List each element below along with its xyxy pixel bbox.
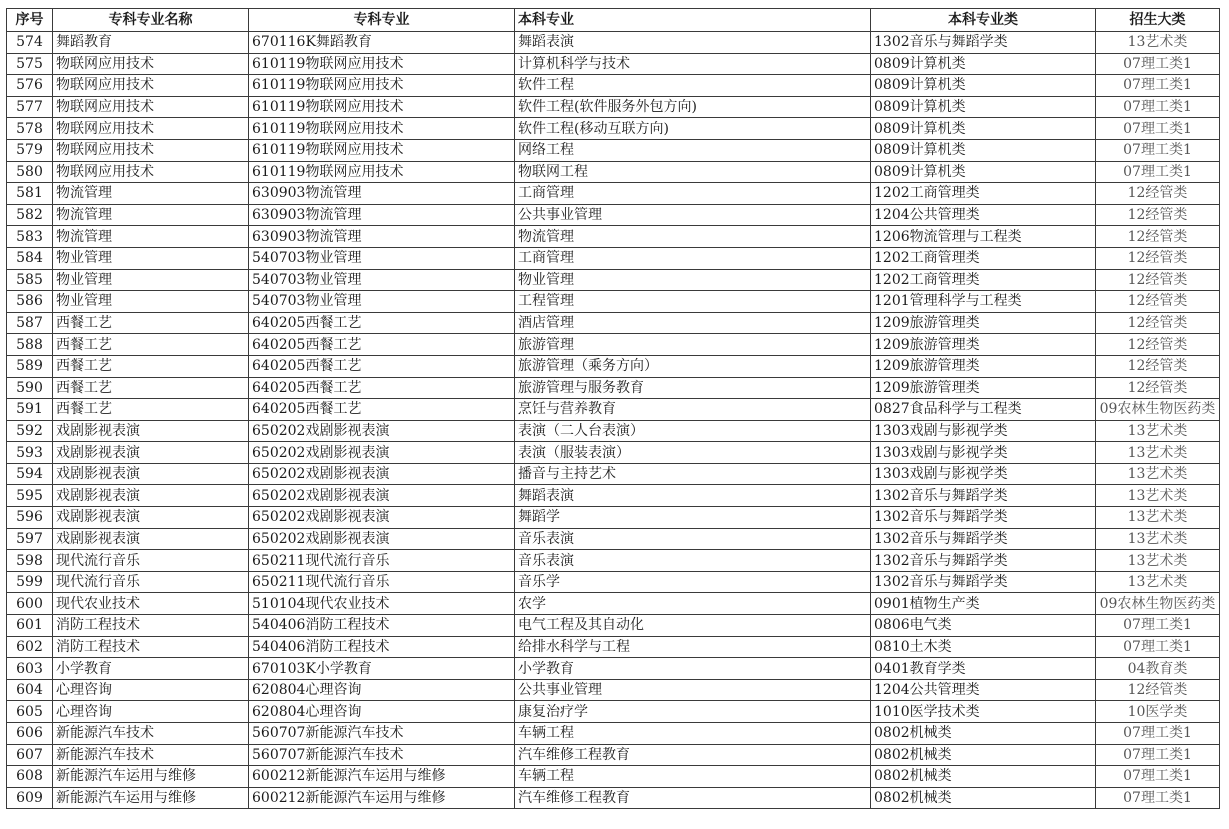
cell-junior-major-name: 戏剧影视表演 (53, 420, 249, 442)
cell-bachelor-major: 音乐表演 (515, 550, 871, 572)
header-junior-major: 专科专业 (249, 9, 515, 32)
cell-bachelor-category: 1302音乐与舞蹈学类 (871, 571, 1096, 593)
cell-bachelor-category: 0802机械类 (871, 766, 1096, 788)
cell-enrollment-category: 07理工类1 (1096, 53, 1220, 75)
cell-junior-major-name: 物业管理 (53, 291, 249, 313)
cell-row-index: 608 (7, 766, 53, 788)
cell-junior-major-code: 600212新能源汽车运用与维修 (249, 766, 515, 788)
cell-row-index: 577 (7, 96, 53, 118)
cell-row-index: 598 (7, 550, 53, 572)
cell-enrollment-category: 12经管类 (1096, 334, 1220, 356)
cell-junior-major-code: 670116K舞蹈教育 (249, 32, 515, 54)
cell-junior-major-code: 630903物流管理 (249, 226, 515, 248)
cell-bachelor-major: 农学 (515, 593, 871, 615)
cell-junior-major-code: 640205西餐工艺 (249, 312, 515, 334)
cell-bachelor-category: 1303戏剧与影视学类 (871, 442, 1096, 464)
cell-bachelor-major: 工程管理 (515, 291, 871, 313)
cell-bachelor-category: 1209旅游管理类 (871, 377, 1096, 399)
cell-enrollment-category: 13艺术类 (1096, 528, 1220, 550)
cell-bachelor-category: 1303戏剧与影视学类 (871, 463, 1096, 485)
cell-enrollment-category: 13艺术类 (1096, 32, 1220, 54)
cell-bachelor-category: 0809计算机类 (871, 118, 1096, 140)
cell-bachelor-major: 车辆工程 (515, 766, 871, 788)
cell-row-index: 599 (7, 571, 53, 593)
cell-enrollment-category: 12经管类 (1096, 269, 1220, 291)
table-row (7, 463, 1220, 485)
table-row (7, 679, 1220, 701)
cell-junior-major-name: 新能源汽车运用与维修 (53, 787, 249, 809)
table-row (7, 420, 1220, 442)
cell-row-index: 576 (7, 75, 53, 97)
cell-bachelor-major: 表演（二人台表演） (515, 420, 871, 442)
cell-junior-major-code: 610119物联网应用技术 (249, 139, 515, 161)
cell-bachelor-major: 物联网工程 (515, 161, 871, 183)
cell-bachelor-category: 1204公共管理类 (871, 679, 1096, 701)
cell-junior-major-name: 物业管理 (53, 247, 249, 269)
cell-row-index: 593 (7, 442, 53, 464)
cell-junior-major-name: 西餐工艺 (53, 334, 249, 356)
cell-junior-major-code: 670103K小学教育 (249, 658, 515, 680)
cell-row-index: 583 (7, 226, 53, 248)
cell-junior-major-name: 小学教育 (53, 658, 249, 680)
cell-junior-major-code: 640205西餐工艺 (249, 334, 515, 356)
table-row (7, 442, 1220, 464)
cell-row-index: 582 (7, 204, 53, 226)
cell-junior-major-name: 物流管理 (53, 226, 249, 248)
cell-row-index: 594 (7, 463, 53, 485)
cell-row-index: 574 (7, 32, 53, 54)
cell-bachelor-category: 0802机械类 (871, 723, 1096, 745)
cell-row-index: 596 (7, 507, 53, 529)
cell-bachelor-major: 物业管理 (515, 269, 871, 291)
cell-bachelor-category: 0802机械类 (871, 787, 1096, 809)
cell-junior-major-code: 650211现代流行音乐 (249, 571, 515, 593)
cell-junior-major-code: 640205西餐工艺 (249, 377, 515, 399)
cell-row-index: 579 (7, 139, 53, 161)
cell-enrollment-category: 10医学类 (1096, 701, 1220, 723)
cell-bachelor-major: 网络工程 (515, 139, 871, 161)
cell-row-index: 600 (7, 593, 53, 615)
table-row (7, 593, 1220, 615)
table-row (7, 636, 1220, 658)
cell-junior-major-name: 现代流行音乐 (53, 571, 249, 593)
cell-row-index: 585 (7, 269, 53, 291)
cell-row-index: 575 (7, 53, 53, 75)
cell-junior-major-name: 物业管理 (53, 269, 249, 291)
cell-row-index: 604 (7, 679, 53, 701)
cell-junior-major-code: 610119物联网应用技术 (249, 161, 515, 183)
cell-row-index: 607 (7, 744, 53, 766)
cell-row-index: 584 (7, 247, 53, 269)
cell-junior-major-name: 新能源汽车技术 (53, 744, 249, 766)
cell-bachelor-category: 0809计算机类 (871, 75, 1096, 97)
header-enrollment-category: 招生大类 (1096, 9, 1220, 32)
cell-bachelor-major: 软件工程 (515, 75, 871, 97)
header-bachelor-major: 本科专业 (515, 9, 871, 32)
cell-junior-major-name: 物联网应用技术 (53, 139, 249, 161)
cell-bachelor-category: 0809计算机类 (871, 53, 1096, 75)
cell-bachelor-category: 0806电气类 (871, 615, 1096, 637)
cell-bachelor-major: 旅游管理 (515, 334, 871, 356)
cell-bachelor-category: 1010医学技术类 (871, 701, 1096, 723)
table-row (7, 53, 1220, 75)
cell-bachelor-major: 物流管理 (515, 226, 871, 248)
table-row (7, 139, 1220, 161)
cell-junior-major-name: 戏剧影视表演 (53, 528, 249, 550)
table-row (7, 32, 1220, 54)
cell-bachelor-category: 1302音乐与舞蹈学类 (871, 32, 1096, 54)
cell-row-index: 586 (7, 291, 53, 313)
cell-enrollment-category: 04教育类 (1096, 658, 1220, 680)
cell-junior-major-name: 现代流行音乐 (53, 550, 249, 572)
cell-junior-major-code: 540703物业管理 (249, 247, 515, 269)
cell-enrollment-category: 13艺术类 (1096, 485, 1220, 507)
cell-enrollment-category: 07理工类1 (1096, 636, 1220, 658)
cell-junior-major-name: 物联网应用技术 (53, 53, 249, 75)
cell-row-index: 601 (7, 615, 53, 637)
cell-enrollment-category: 12经管类 (1096, 247, 1220, 269)
cell-enrollment-category: 07理工类1 (1096, 75, 1220, 97)
header-bachelor-category: 本科专业类 (871, 9, 1096, 32)
cell-bachelor-major: 电气工程及其自动化 (515, 615, 871, 637)
cell-enrollment-category: 07理工类1 (1096, 615, 1220, 637)
cell-bachelor-category: 1209旅游管理类 (871, 334, 1096, 356)
cell-junior-major-name: 舞蹈教育 (53, 32, 249, 54)
table-row (7, 723, 1220, 745)
cell-junior-major-code: 650202戏剧影视表演 (249, 485, 515, 507)
cell-junior-major-code: 650211现代流行音乐 (249, 550, 515, 572)
cell-row-index: 590 (7, 377, 53, 399)
cell-bachelor-major: 播音与主持艺术 (515, 463, 871, 485)
cell-junior-major-code: 560707新能源汽车技术 (249, 744, 515, 766)
table-row (7, 269, 1220, 291)
cell-junior-major-name: 心理咨询 (53, 701, 249, 723)
cell-junior-major-name: 新能源汽车运用与维修 (53, 766, 249, 788)
table-row (7, 204, 1220, 226)
cell-junior-major-name: 戏剧影视表演 (53, 463, 249, 485)
cell-bachelor-major: 音乐学 (515, 571, 871, 593)
table-row (7, 75, 1220, 97)
table-row (7, 161, 1220, 183)
cell-enrollment-category: 07理工类1 (1096, 161, 1220, 183)
cell-enrollment-category: 12经管类 (1096, 204, 1220, 226)
cell-junior-major-code: 650202戏剧影视表演 (249, 507, 515, 529)
cell-bachelor-category: 1202工商管理类 (871, 269, 1096, 291)
cell-junior-major-code: 540703物业管理 (249, 269, 515, 291)
cell-bachelor-category: 1201管理科学与工程类 (871, 291, 1096, 313)
cell-bachelor-major: 软件工程(软件服务外包方向) (515, 96, 871, 118)
cell-row-index: 580 (7, 161, 53, 183)
cell-enrollment-category: 12经管类 (1096, 355, 1220, 377)
cell-row-index: 603 (7, 658, 53, 680)
cell-junior-major-code: 610119物联网应用技术 (249, 96, 515, 118)
cell-junior-major-code: 630903物流管理 (249, 204, 515, 226)
cell-row-index: 592 (7, 420, 53, 442)
cell-enrollment-category: 07理工类1 (1096, 723, 1220, 745)
cell-enrollment-category: 07理工类1 (1096, 787, 1220, 809)
cell-enrollment-category: 13艺术类 (1096, 463, 1220, 485)
cell-bachelor-major: 计算机科学与技术 (515, 53, 871, 75)
table-row (7, 377, 1220, 399)
cell-row-index: 589 (7, 355, 53, 377)
table-row (7, 312, 1220, 334)
cell-enrollment-category: 12经管类 (1096, 183, 1220, 205)
cell-bachelor-major: 音乐表演 (515, 528, 871, 550)
cell-junior-major-code: 510104现代农业技术 (249, 593, 515, 615)
cell-bachelor-major: 车辆工程 (515, 723, 871, 745)
table-body (7, 32, 1220, 809)
cell-bachelor-major: 舞蹈表演 (515, 485, 871, 507)
cell-bachelor-category: 1209旅游管理类 (871, 355, 1096, 377)
cell-enrollment-category: 12经管类 (1096, 291, 1220, 313)
cell-bachelor-category: 0810土木类 (871, 636, 1096, 658)
cell-bachelor-major: 舞蹈表演 (515, 32, 871, 54)
cell-enrollment-category: 07理工类1 (1096, 118, 1220, 140)
cell-enrollment-category: 09农林生物医药类 (1096, 593, 1220, 615)
cell-junior-major-code: 600212新能源汽车运用与维修 (249, 787, 515, 809)
cell-junior-major-code: 650202戏剧影视表演 (249, 463, 515, 485)
table-row (7, 96, 1220, 118)
cell-bachelor-category: 1209旅游管理类 (871, 312, 1096, 334)
cell-enrollment-category: 09农林生物医药类 (1096, 399, 1220, 421)
cell-bachelor-category: 1303戏剧与影视学类 (871, 420, 1096, 442)
table-row (7, 744, 1220, 766)
cell-row-index: 597 (7, 528, 53, 550)
cell-junior-major-code: 560707新能源汽车技术 (249, 723, 515, 745)
cell-bachelor-major: 给排水科学与工程 (515, 636, 871, 658)
cell-enrollment-category: 12经管类 (1096, 226, 1220, 248)
cell-bachelor-category: 1302音乐与舞蹈学类 (871, 528, 1096, 550)
cell-bachelor-major: 旅游管理与服务教育 (515, 377, 871, 399)
cell-enrollment-category: 12经管类 (1096, 312, 1220, 334)
cell-junior-major-name: 物流管理 (53, 183, 249, 205)
cell-enrollment-category: 07理工类1 (1096, 139, 1220, 161)
cell-enrollment-category: 07理工类1 (1096, 744, 1220, 766)
cell-bachelor-major: 旅游管理（乘务方向） (515, 355, 871, 377)
cell-junior-major-code: 650202戏剧影视表演 (249, 420, 515, 442)
cell-bachelor-category: 0401教育学类 (871, 658, 1096, 680)
cell-bachelor-category: 0809计算机类 (871, 161, 1096, 183)
major-mapping-table (6, 8, 1220, 809)
cell-enrollment-category: 13艺术类 (1096, 550, 1220, 572)
cell-junior-major-code: 630903物流管理 (249, 183, 515, 205)
cell-bachelor-major: 烹饪与营养教育 (515, 399, 871, 421)
cell-junior-major-code: 610119物联网应用技术 (249, 75, 515, 97)
cell-bachelor-category: 0802机械类 (871, 744, 1096, 766)
cell-junior-major-name: 消防工程技术 (53, 636, 249, 658)
cell-junior-major-code: 620804心理咨询 (249, 679, 515, 701)
cell-bachelor-category: 1204公共管理类 (871, 204, 1096, 226)
cell-enrollment-category: 13艺术类 (1096, 571, 1220, 593)
table-row (7, 787, 1220, 809)
cell-junior-major-name: 戏剧影视表演 (53, 442, 249, 464)
cell-row-index: 602 (7, 636, 53, 658)
cell-junior-major-name: 戏剧影视表演 (53, 507, 249, 529)
cell-junior-major-name: 戏剧影视表演 (53, 485, 249, 507)
table-row (7, 118, 1220, 140)
cell-row-index: 606 (7, 723, 53, 745)
table-row (7, 766, 1220, 788)
table-row (7, 658, 1220, 680)
cell-row-index: 581 (7, 183, 53, 205)
table-row (7, 355, 1220, 377)
cell-junior-major-name: 西餐工艺 (53, 377, 249, 399)
cell-junior-major-code: 650202戏剧影视表演 (249, 442, 515, 464)
cell-bachelor-major: 酒店管理 (515, 312, 871, 334)
cell-row-index: 591 (7, 399, 53, 421)
cell-enrollment-category: 13艺术类 (1096, 507, 1220, 529)
cell-row-index: 605 (7, 701, 53, 723)
cell-bachelor-category: 0827食品科学与工程类 (871, 399, 1096, 421)
cell-junior-major-name: 西餐工艺 (53, 355, 249, 377)
table-row (7, 701, 1220, 723)
table-row (7, 507, 1220, 529)
table-row (7, 399, 1220, 421)
cell-bachelor-category: 1302音乐与舞蹈学类 (871, 507, 1096, 529)
cell-bachelor-major: 工商管理 (515, 247, 871, 269)
cell-bachelor-category: 1202工商管理类 (871, 247, 1096, 269)
table-row (7, 550, 1220, 572)
cell-junior-major-name: 西餐工艺 (53, 399, 249, 421)
cell-bachelor-major: 汽车维修工程教育 (515, 744, 871, 766)
cell-row-index: 578 (7, 118, 53, 140)
cell-bachelor-category: 1202工商管理类 (871, 183, 1096, 205)
table-row (7, 247, 1220, 269)
cell-bachelor-category: 0901植物生产类 (871, 593, 1096, 615)
cell-enrollment-category: 13艺术类 (1096, 420, 1220, 442)
cell-junior-major-name: 心理咨询 (53, 679, 249, 701)
cell-row-index: 588 (7, 334, 53, 356)
cell-bachelor-category: 0809计算机类 (871, 96, 1096, 118)
header-junior-name: 专科专业名称 (53, 9, 249, 32)
cell-junior-major-name: 西餐工艺 (53, 312, 249, 334)
cell-bachelor-category: 1302音乐与舞蹈学类 (871, 485, 1096, 507)
cell-enrollment-category: 12经管类 (1096, 377, 1220, 399)
cell-bachelor-major: 舞蹈学 (515, 507, 871, 529)
cell-bachelor-category: 1206物流管理与工程类 (871, 226, 1096, 248)
cell-junior-major-code: 640205西餐工艺 (249, 399, 515, 421)
table-header (7, 9, 1220, 32)
cell-junior-major-name: 物联网应用技术 (53, 118, 249, 140)
cell-junior-major-code: 620804心理咨询 (249, 701, 515, 723)
cell-bachelor-major: 公共事业管理 (515, 679, 871, 701)
cell-junior-major-code: 640205西餐工艺 (249, 355, 515, 377)
cell-junior-major-name: 物联网应用技术 (53, 161, 249, 183)
cell-bachelor-category: 0809计算机类 (871, 139, 1096, 161)
cell-junior-major-code: 540703物业管理 (249, 291, 515, 313)
cell-bachelor-major: 工商管理 (515, 183, 871, 205)
table-row (7, 485, 1220, 507)
cell-row-index: 587 (7, 312, 53, 334)
header-row (7, 9, 1220, 32)
cell-bachelor-major: 软件工程(移动互联方向) (515, 118, 871, 140)
table-row (7, 334, 1220, 356)
cell-bachelor-major: 汽车维修工程教育 (515, 787, 871, 809)
cell-row-index: 595 (7, 485, 53, 507)
cell-bachelor-major: 表演（服装表演） (515, 442, 871, 464)
cell-junior-major-code: 610119物联网应用技术 (249, 53, 515, 75)
cell-enrollment-category: 07理工类1 (1096, 96, 1220, 118)
cell-junior-major-code: 540406消防工程技术 (249, 615, 515, 637)
cell-junior-major-code: 650202戏剧影视表演 (249, 528, 515, 550)
table-row (7, 615, 1220, 637)
table-row (7, 183, 1220, 205)
cell-row-index: 609 (7, 787, 53, 809)
cell-bachelor-major: 公共事业管理 (515, 204, 871, 226)
cell-bachelor-major: 小学教育 (515, 658, 871, 680)
table-row (7, 226, 1220, 248)
cell-junior-major-name: 物联网应用技术 (53, 96, 249, 118)
cell-junior-major-name: 消防工程技术 (53, 615, 249, 637)
table-row (7, 528, 1220, 550)
cell-enrollment-category: 13艺术类 (1096, 442, 1220, 464)
cell-enrollment-category: 12经管类 (1096, 679, 1220, 701)
cell-bachelor-major: 康复治疗学 (515, 701, 871, 723)
table-row (7, 291, 1220, 313)
cell-bachelor-category: 1302音乐与舞蹈学类 (871, 550, 1096, 572)
cell-junior-major-name: 物流管理 (53, 204, 249, 226)
cell-junior-major-name: 新能源汽车技术 (53, 723, 249, 745)
cell-junior-major-name: 物联网应用技术 (53, 75, 249, 97)
cell-junior-major-code: 610119物联网应用技术 (249, 118, 515, 140)
cell-junior-major-name: 现代农业技术 (53, 593, 249, 615)
cell-junior-major-code: 540406消防工程技术 (249, 636, 515, 658)
table-row (7, 571, 1220, 593)
cell-enrollment-category: 07理工类1 (1096, 766, 1220, 788)
header-index: 序号 (7, 9, 53, 32)
